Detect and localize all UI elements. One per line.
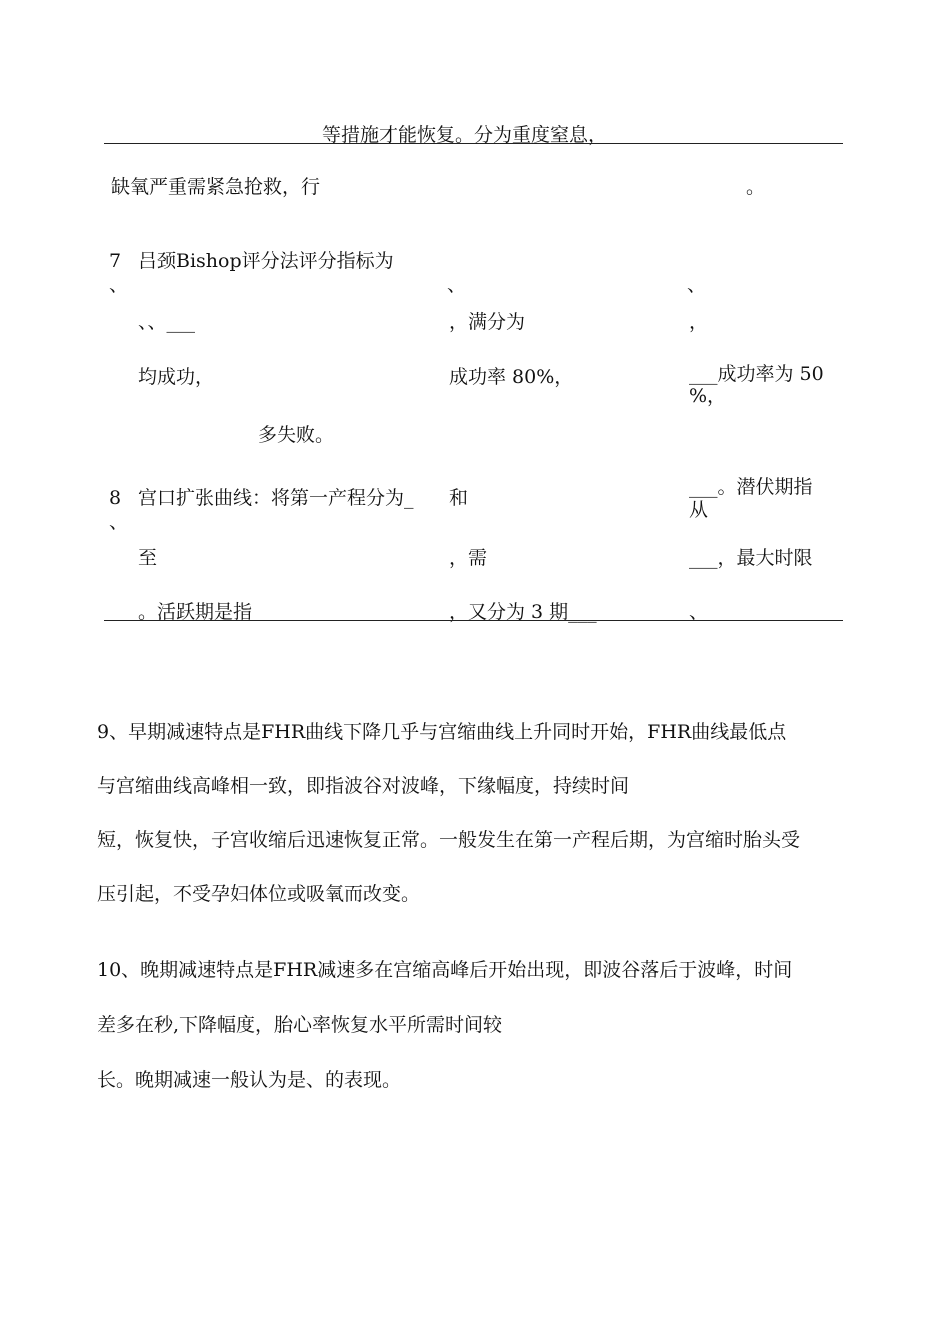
item8-row1-col2: 和 bbox=[449, 487, 469, 509]
item8-row3-col1: 。活跃期是指 bbox=[138, 601, 253, 623]
item8-row1-col1: 宫口扩张曲线：将第一产程分为_ bbox=[138, 487, 414, 509]
item7-row3-col1: 均成功， bbox=[138, 366, 215, 388]
table-rule-bottom bbox=[104, 620, 843, 621]
item8-row2-col3: ___，最大时限 bbox=[689, 547, 813, 569]
item7-row1-col3: 、 bbox=[687, 274, 707, 296]
item7-row3-col2: 成功率 80%， bbox=[449, 366, 574, 388]
item8-row1-col3b: 从 bbox=[689, 499, 709, 521]
item9-line1: 9、早期减速特点是FHR曲线下降几乎与宫缩曲线上升同时开始，FHR曲线最低点 bbox=[97, 721, 787, 743]
item7-row1-col1: 吕颈Bishop评分法评分指标为 bbox=[138, 250, 394, 272]
item10-line2: 差多在秒,下降幅度，胎心率恢复水平所需时间较 bbox=[97, 1014, 503, 1036]
item7-number: 7 bbox=[109, 250, 122, 272]
item8-row2-col2: ，需 bbox=[449, 547, 488, 569]
item9-line4: 压引起，不受孕妇体位或吸氧而改变。 bbox=[97, 883, 421, 905]
item8-row1-col3a: ___。潜伏期指 bbox=[689, 476, 813, 498]
item7-separator: 、 bbox=[109, 274, 129, 296]
item8-row3-col2: ，又分为 3 期___ bbox=[449, 601, 597, 623]
item7-row2-col2: ，满分为 bbox=[449, 311, 526, 333]
item7-row2-col1: 、、___ bbox=[138, 311, 196, 333]
item7-row3-col3b: %， bbox=[689, 385, 727, 407]
item8-row3-col3: 、 bbox=[689, 601, 709, 623]
item9-line3: 短，恢复快，子宫收缩后迅速恢复正常。一般发生在第一产程后期，为宫缩时胎头受 bbox=[97, 829, 801, 851]
top-line-2-right: 。 bbox=[746, 176, 766, 198]
top-line-2-left: 缺氧严重需紧急抢救，行 bbox=[111, 176, 321, 198]
item10-line3: 长。晚期减速一般认为是、的表现。 bbox=[97, 1069, 402, 1091]
item7-row4: 多失败。 bbox=[258, 424, 335, 446]
table-rule-top bbox=[104, 143, 843, 144]
item7-row2-col3: ， bbox=[689, 311, 709, 333]
item8-row2-col1: 至 bbox=[138, 547, 158, 569]
item7-row3-col3a: ___成功率为 50 bbox=[689, 363, 824, 385]
item8-separator: 、 bbox=[109, 511, 129, 533]
item7-row1-col2: 、 bbox=[447, 274, 467, 296]
item9-line2: 与宫缩曲线高峰相一致，即指波谷对波峰，下缘幅度，持续时间 bbox=[97, 775, 630, 797]
item10-line1: 10、晚期减速特点是FHR减速多在宫缩高峰后开始出现，即波谷落后于波峰，时间 bbox=[97, 959, 793, 981]
item8-number: 8 bbox=[109, 487, 122, 509]
top-line-1: 等措施才能恢复。分为重度窒息， bbox=[322, 124, 608, 146]
